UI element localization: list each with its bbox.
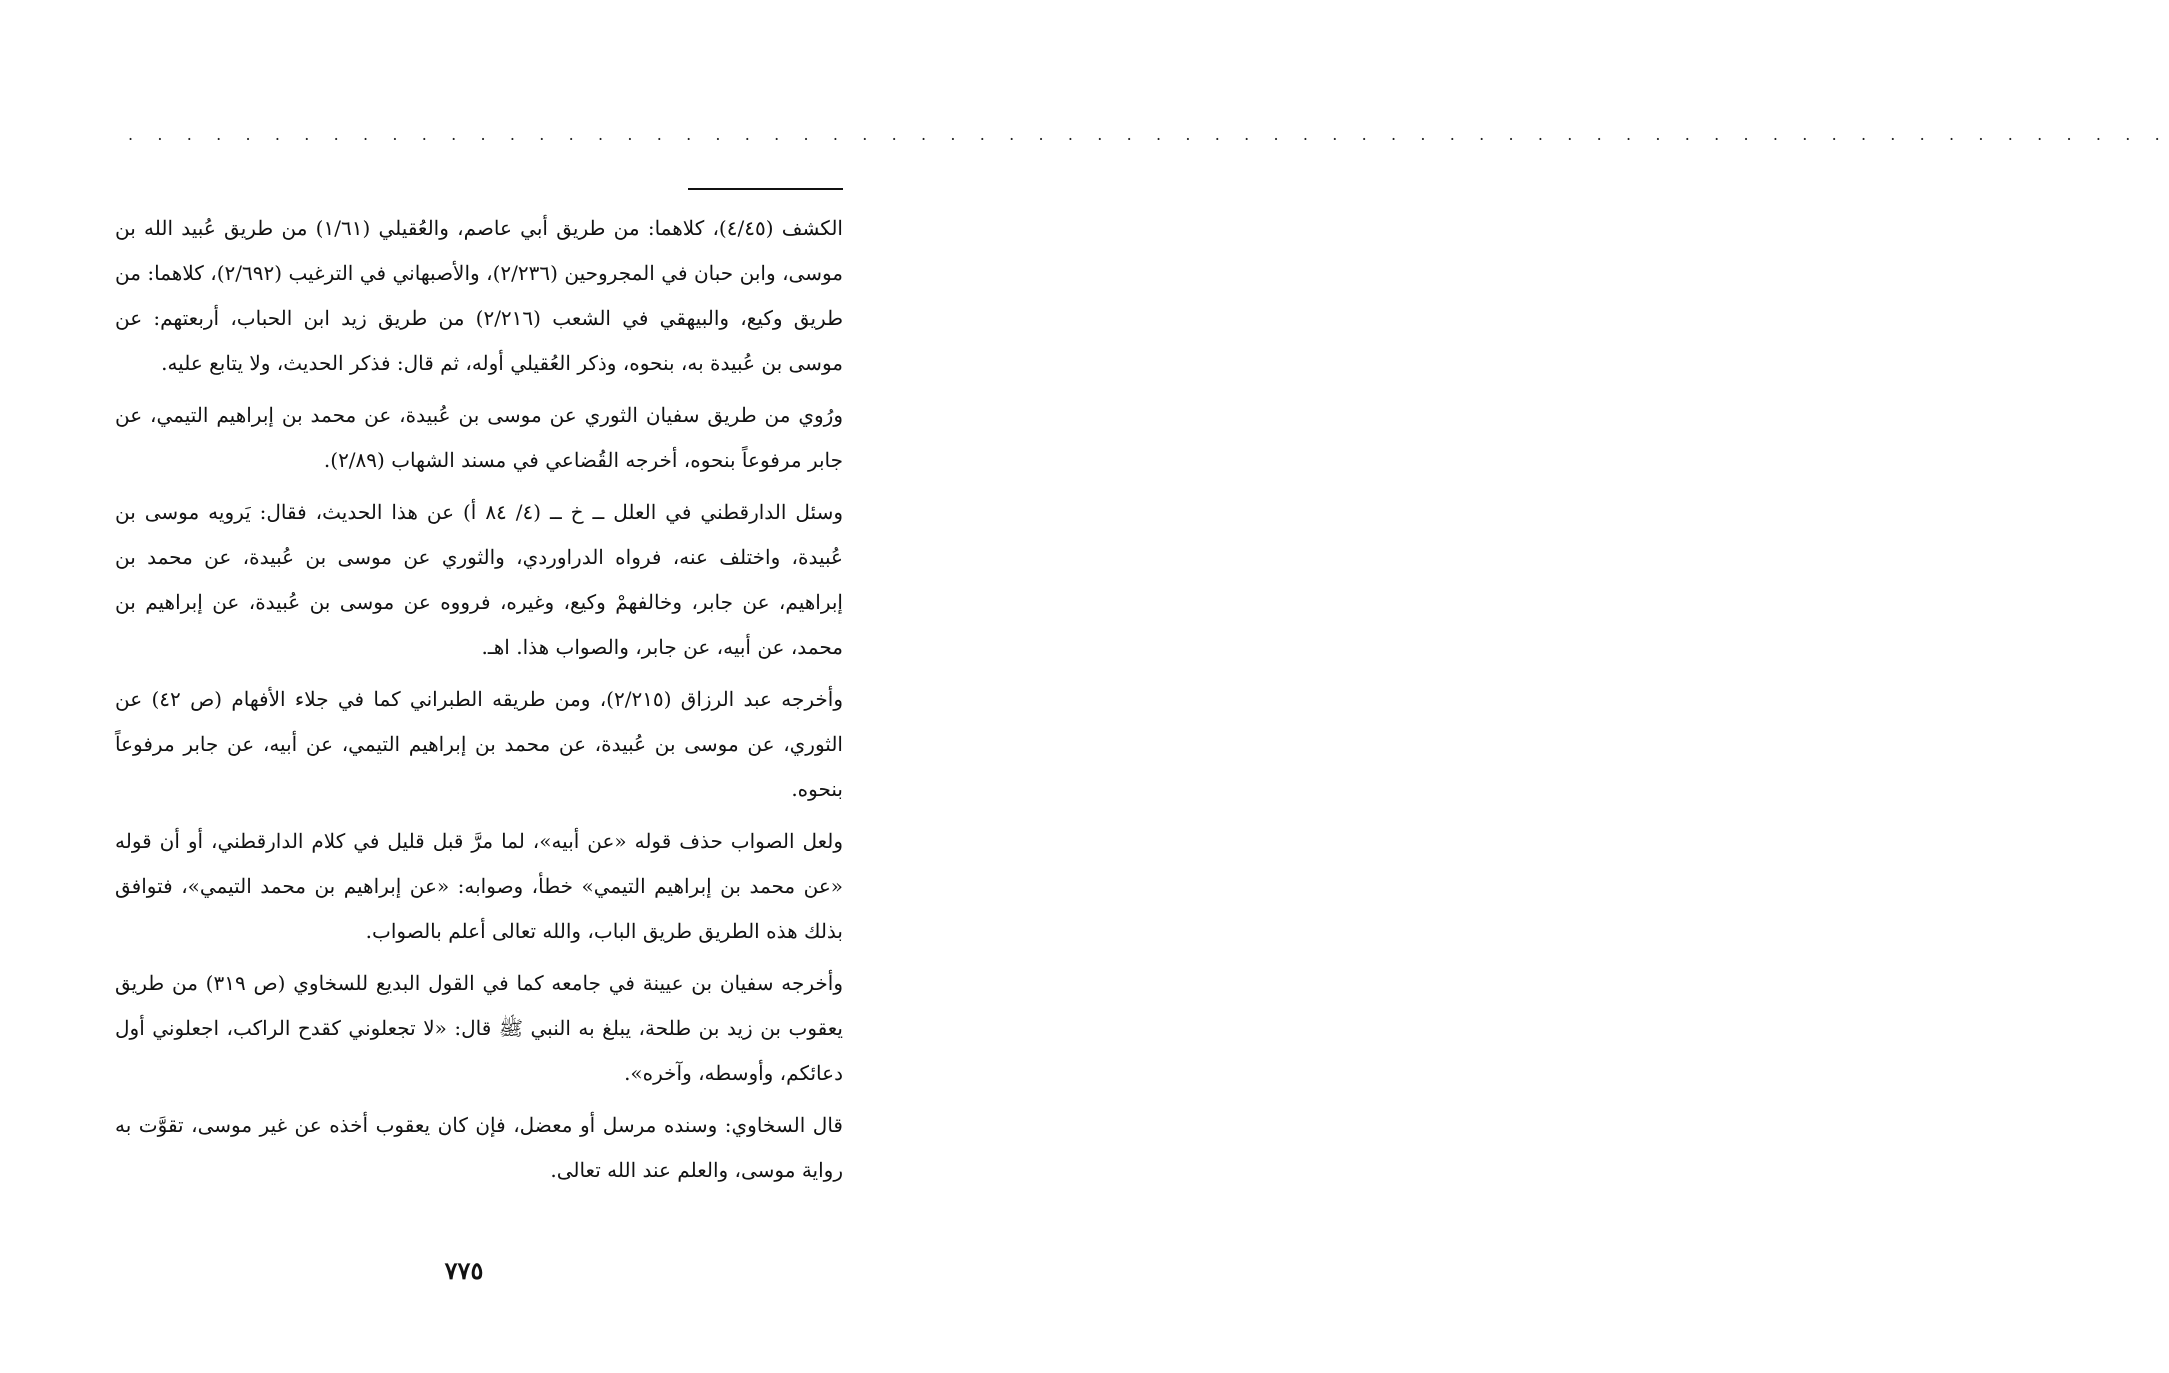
page-number: ٧٧٥: [444, 1256, 484, 1285]
paragraph-3: وسئل الدارقطني في العلل ــ خ ــ (٤/ ٨٤ أ) عن هذا الحديث، فقال: يَرويه موسى بن عُبيدة، واختلف عنه، فرواه الدراوردي، والثوري عن موسى بن عُبيدة، عن محمد بن إبراهيم، عن جابر، وخالفهمْ وكيع، وغيره، فرووه عن موسى بن عُبيدة، عن إبراهيم بن محمد، عن أبيه، عن جابر، والصواب هذا. اهـ.: [115, 500, 843, 659]
footnote-rule: [688, 188, 843, 190]
paragraph-4: وأخرجه عبد الرزاق (٢/٢١٥)، ومن طريقه الطبراني كما في جلاء الأفهام (ص ٤٢) عن الثوري، عن موسى بن عُبيدة، عن محمد بن إبراهيم التيمي، عن أبيه، عن جابر مرفوعاً بنحوه.: [115, 687, 843, 801]
paragraph-7: قال السخاوي: وسنده مرسل أو معضل، فإن كان يعقوب أخذه عن غير موسى، تقوَّت به رواية موسى، والعلم عند الله تعالى.: [115, 1113, 843, 1182]
dotted-separator: . . . . . . . . . . . . . . . . . . . . . . . . . . . . . . . . . . . . . . . . . . . . . . . . . . . . . . . . . . . . . . . . . . . . . .: [128, 125, 2169, 144]
paragraph-5: ولعل الصواب حذف قوله «عن أبيه»، لما مرَّ قبل قليل في كلام الدارقطني، أو أن قوله «عن محمد بن إبراهيم التيمي» خطأ، وصوابه: «عن إبراهيم بن محمد التيمي»، فتوافق بذلك هذه الطريق طريق الباب، والله تعالى أعلم بالصواب.: [115, 829, 843, 943]
footnote-body: [115, 206, 843, 1200]
paragraph-1: الكشف (٤/٤٥)، كلاهما: من طريق أبي عاصم، والعُقيلي (١/٦١) من طريق عُبيد الله بن موسى، وابن حبان في المجروحين (٢/٢٣٦)، والأصبهاني في الترغيب (٢/٦٩٢)، كلاهما: من طريق وكيع، والبيهقي في الشعب (٢/٢١٦) من طريق زيد ابن الحباب، أربعتهم: عن موسى بن عُبيدة به، بنحوه، وذكر العُقيلي أوله، ثم قال: فذكر الحديث، ولا يتابع عليه.: [115, 216, 844, 375]
paragraph-2: ورُوي من طريق سفيان الثوري عن موسى بن عُبيدة، عن محمد بن إبراهيم التيمي، عن جابر مرفوعاً بنحوه، أخرجه القُضاعي في مسند الشهاب (٢/٨٩).: [115, 403, 843, 472]
paragraph-6: وأخرجه سفيان بن عيينة في جامعه كما في القول البديع للسخاوي (ص ٣١٩) من طريق يعقوب بن زيد بن طلحة، يبلغ به النبي ﷺ قال: «لا تجعلوني كقدح الراكب، اجعلوني أول دعائكم، وأوسطه، وآخره».: [115, 971, 844, 1085]
